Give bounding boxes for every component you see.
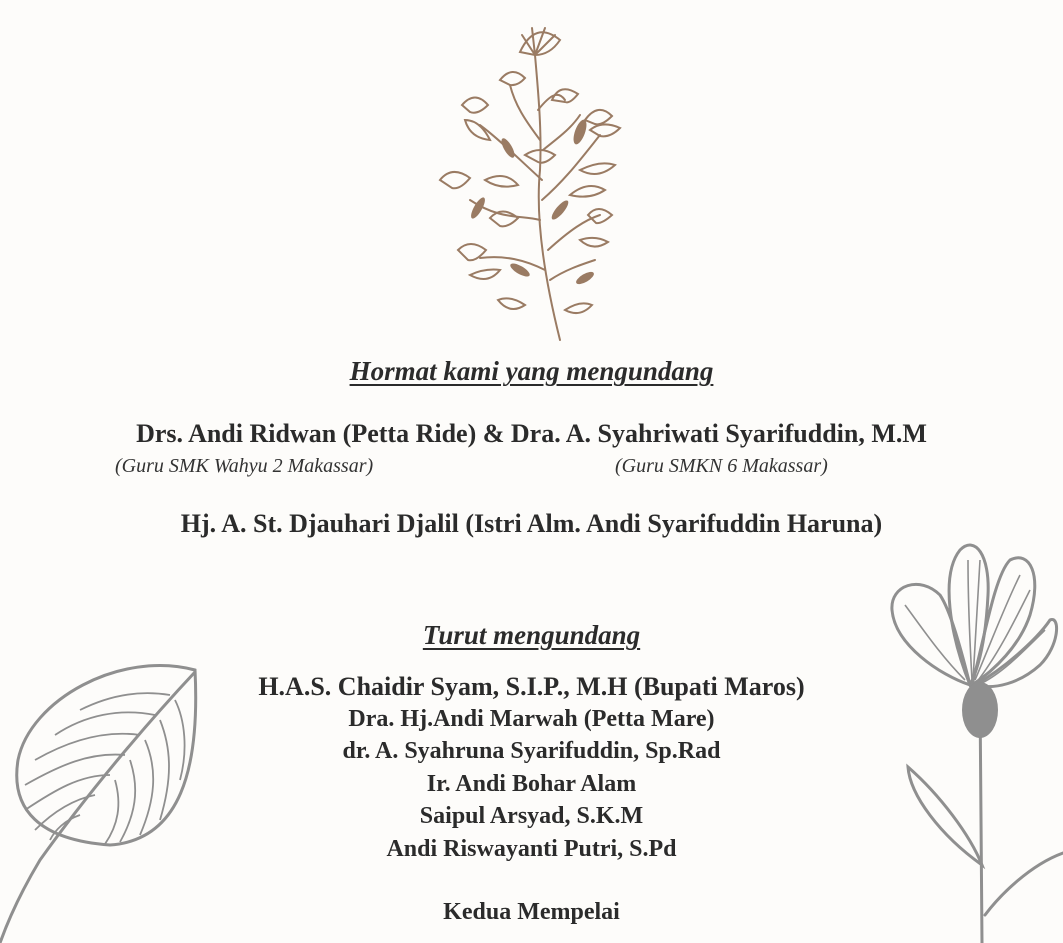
father-note: (Guru SMK Wahyu 2 Makassar) (115, 455, 374, 477)
grandparent-line: Hj. A. St. Djauhari Djalil (Istri Alm. Andi Syarifuddin Haruna) (180, 509, 883, 538)
floral-ornament-icon (430, 20, 630, 350)
parents-line: Drs. Andi Ridwan (Petta Ride) & Dra. A. Syahriwati Syarifuddin, M.M (136, 419, 927, 448)
closing-line: Kedua Mempelai (443, 899, 620, 925)
co-host-name: Andi Riswayanti Putri, S.Pd (386, 836, 677, 862)
co-host-name: Ir. Andi Bohar Alam (426, 771, 637, 797)
co-host-name: H.A.S. Chaidir Syam, S.I.P., M.H (Bupati Maros) (258, 672, 805, 701)
mother-note: (Guru SMKN 6 Makassar) (615, 455, 828, 477)
co-host-name: dr. A. Syahruna Syarifuddin, Sp.Rad (342, 738, 721, 764)
co-host-name: Dra. Hj.Andi Marwah (Petta Mare) (348, 706, 715, 732)
hosts-heading: Hormat kami yang mengundang (349, 356, 714, 386)
co-hosts-heading: Turut mengundang (422, 620, 641, 650)
co-host-name: Saipul Arsyad, S.K.M (419, 803, 644, 829)
